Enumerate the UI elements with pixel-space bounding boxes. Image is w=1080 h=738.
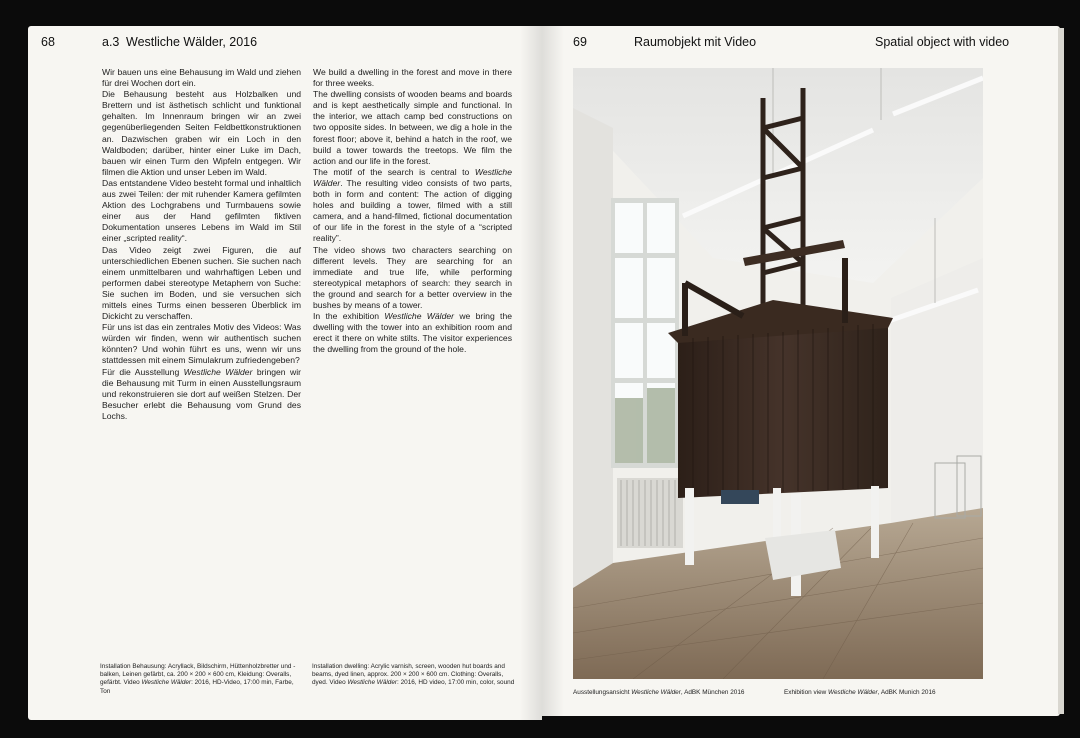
paragraph: Für uns ist das ein zentrales Motiv des Videos: Was würden wir finden, wenn wir authentisch suchen könnten? Und wohin führt es uns, wenn wir uns stattdessen mit einem Simulakrum zufriedengeben?	[102, 322, 301, 366]
caption-english: Installation dwelling: Acrylic varnish, screen, wooden hut boards and beams, dyed linen, approx. 200 × 200 × 600 cm. Clothing: Overalls, dyed. Video Westliche Wälder: 2016, HD video, 17:00 min, color, sound	[312, 663, 515, 687]
caption-german: Installation Behausung: Acryllack, Bildschirm, Hüttenholzbretter und -balken, Leinen gefärbt, ca. 200 × 200 × 600 cm, Kleidung: Overalls, gefärbt. Video Westliche Wälder: 2016, HD-Video, 17:00 min, Farbe, Ton	[100, 663, 296, 695]
section-number: a.3	[102, 35, 120, 49]
page-number-left: 68	[41, 35, 55, 49]
paragraph: In the exhibition Westliche Wälder we bring the dwelling with the tower into an exhibition room and erect it there on white stilts. The visitor experiences the dwelling from the ground of the hole.	[313, 311, 512, 355]
paragraph: The motif of the search is central to Westliche Wälder. The resulting video consists of two parts, both in form and content: The action of digging holes and building a tower, filmed with a still camera, and a hand-filmed, fictional documentation of our life in the forest in the style of a “scripted reality”.	[313, 166, 512, 244]
paragraph: We build a dwelling in the forest and move in there for three weeks.	[313, 67, 512, 89]
paragraph: Das entstandene Video besteht formal und inhaltlich aus zwei Teilen: der mit ruhender Kamera gefilmten Aktion des Lochgrabens und Turmbauens sowie einer aus der Hand gefilmten fiktiven Dokumentation unseres Lebens im Wald im Stil einer „scripted reality“.	[102, 177, 301, 244]
page-number-right: 69	[573, 35, 587, 49]
right-wall	[891, 258, 983, 538]
german-text-column	[102, 67, 301, 422]
video-screen	[721, 490, 759, 504]
page-heading: Westliche Wälder, 2016	[126, 35, 258, 49]
paragraph: Das Video zeigt zwei Figuren, die auf unterschiedlichen Ebenen suchen. Sie suchen nach einem unmittelbaren und wahrhaftigen Leben und performen dabei stereotype Metaphern von Suche: Sie suchen im Boden, und sie versuchen sich mittels eines Turms einen besseren Überblick im Dickicht zu verschaffen.	[102, 244, 301, 322]
left-wall	[573, 108, 613, 588]
photo-caption-english: Exhibition view Westliche Wälder, AdBK Munich 2016	[784, 689, 936, 696]
installation-photo	[573, 68, 983, 679]
paragraph: Für die Ausstellung Westliche Wälder bringen wir die Behausung mit Turm in einen Ausstellungsraum und rekonstruieren sie dort auf weißen Stelzen. Der Besucher erlebt die Behausung vom Grund des Lochs.	[102, 366, 302, 421]
page-title-english: Spatial object with video	[875, 35, 1010, 49]
paragraph: Wir bauen uns eine Behausung im Wald und ziehen für drei Wochen dort ein.	[102, 67, 301, 89]
photo-caption-german: Ausstellungsansicht Westliche Wälder, AdBK München 2016	[573, 689, 745, 696]
paragraph: The dwelling consists of wooden beams and boards and is kept aesthetically simple and functional. In the interior, we attach camp bed constructions on two opposite sides. In between, we dig a hole in the forest floor; above it, behind a hatch in the roof, we build a tower towards the treetops. We film the action and our life in the forest.	[313, 89, 512, 166]
english-text-column	[313, 67, 512, 355]
page-edges	[1058, 28, 1064, 714]
paragraph: Die Behausung besteht aus Holzbalken und Brettern und ist ästhetisch schlicht und funktional gehalten. Im Innenraum bringen wir an zwei gegenüberliegenden Seiten Feldbettkonstruktionen an. Dazwischen graben wir ein Loch in den Waldboden; darüber, hinter einer Luke im Dach, bauen wir einen Turm den Wipfeln entgegen. Wir filmen die Aktion und unser Leben im Wald.	[102, 89, 301, 177]
gutter-shadow	[520, 26, 542, 720]
installation-photo-svg	[573, 68, 983, 679]
paragraph: The video shows two characters searching on different levels. They are searching for an immediate and true life, while performing stereotypical metaphors of search: they search in the ground and search for a better overview in the bushes by means of a tower.	[313, 244, 512, 310]
gutter-shadow	[542, 26, 564, 716]
page-title-german: Raumobjekt mit Video	[634, 35, 757, 49]
